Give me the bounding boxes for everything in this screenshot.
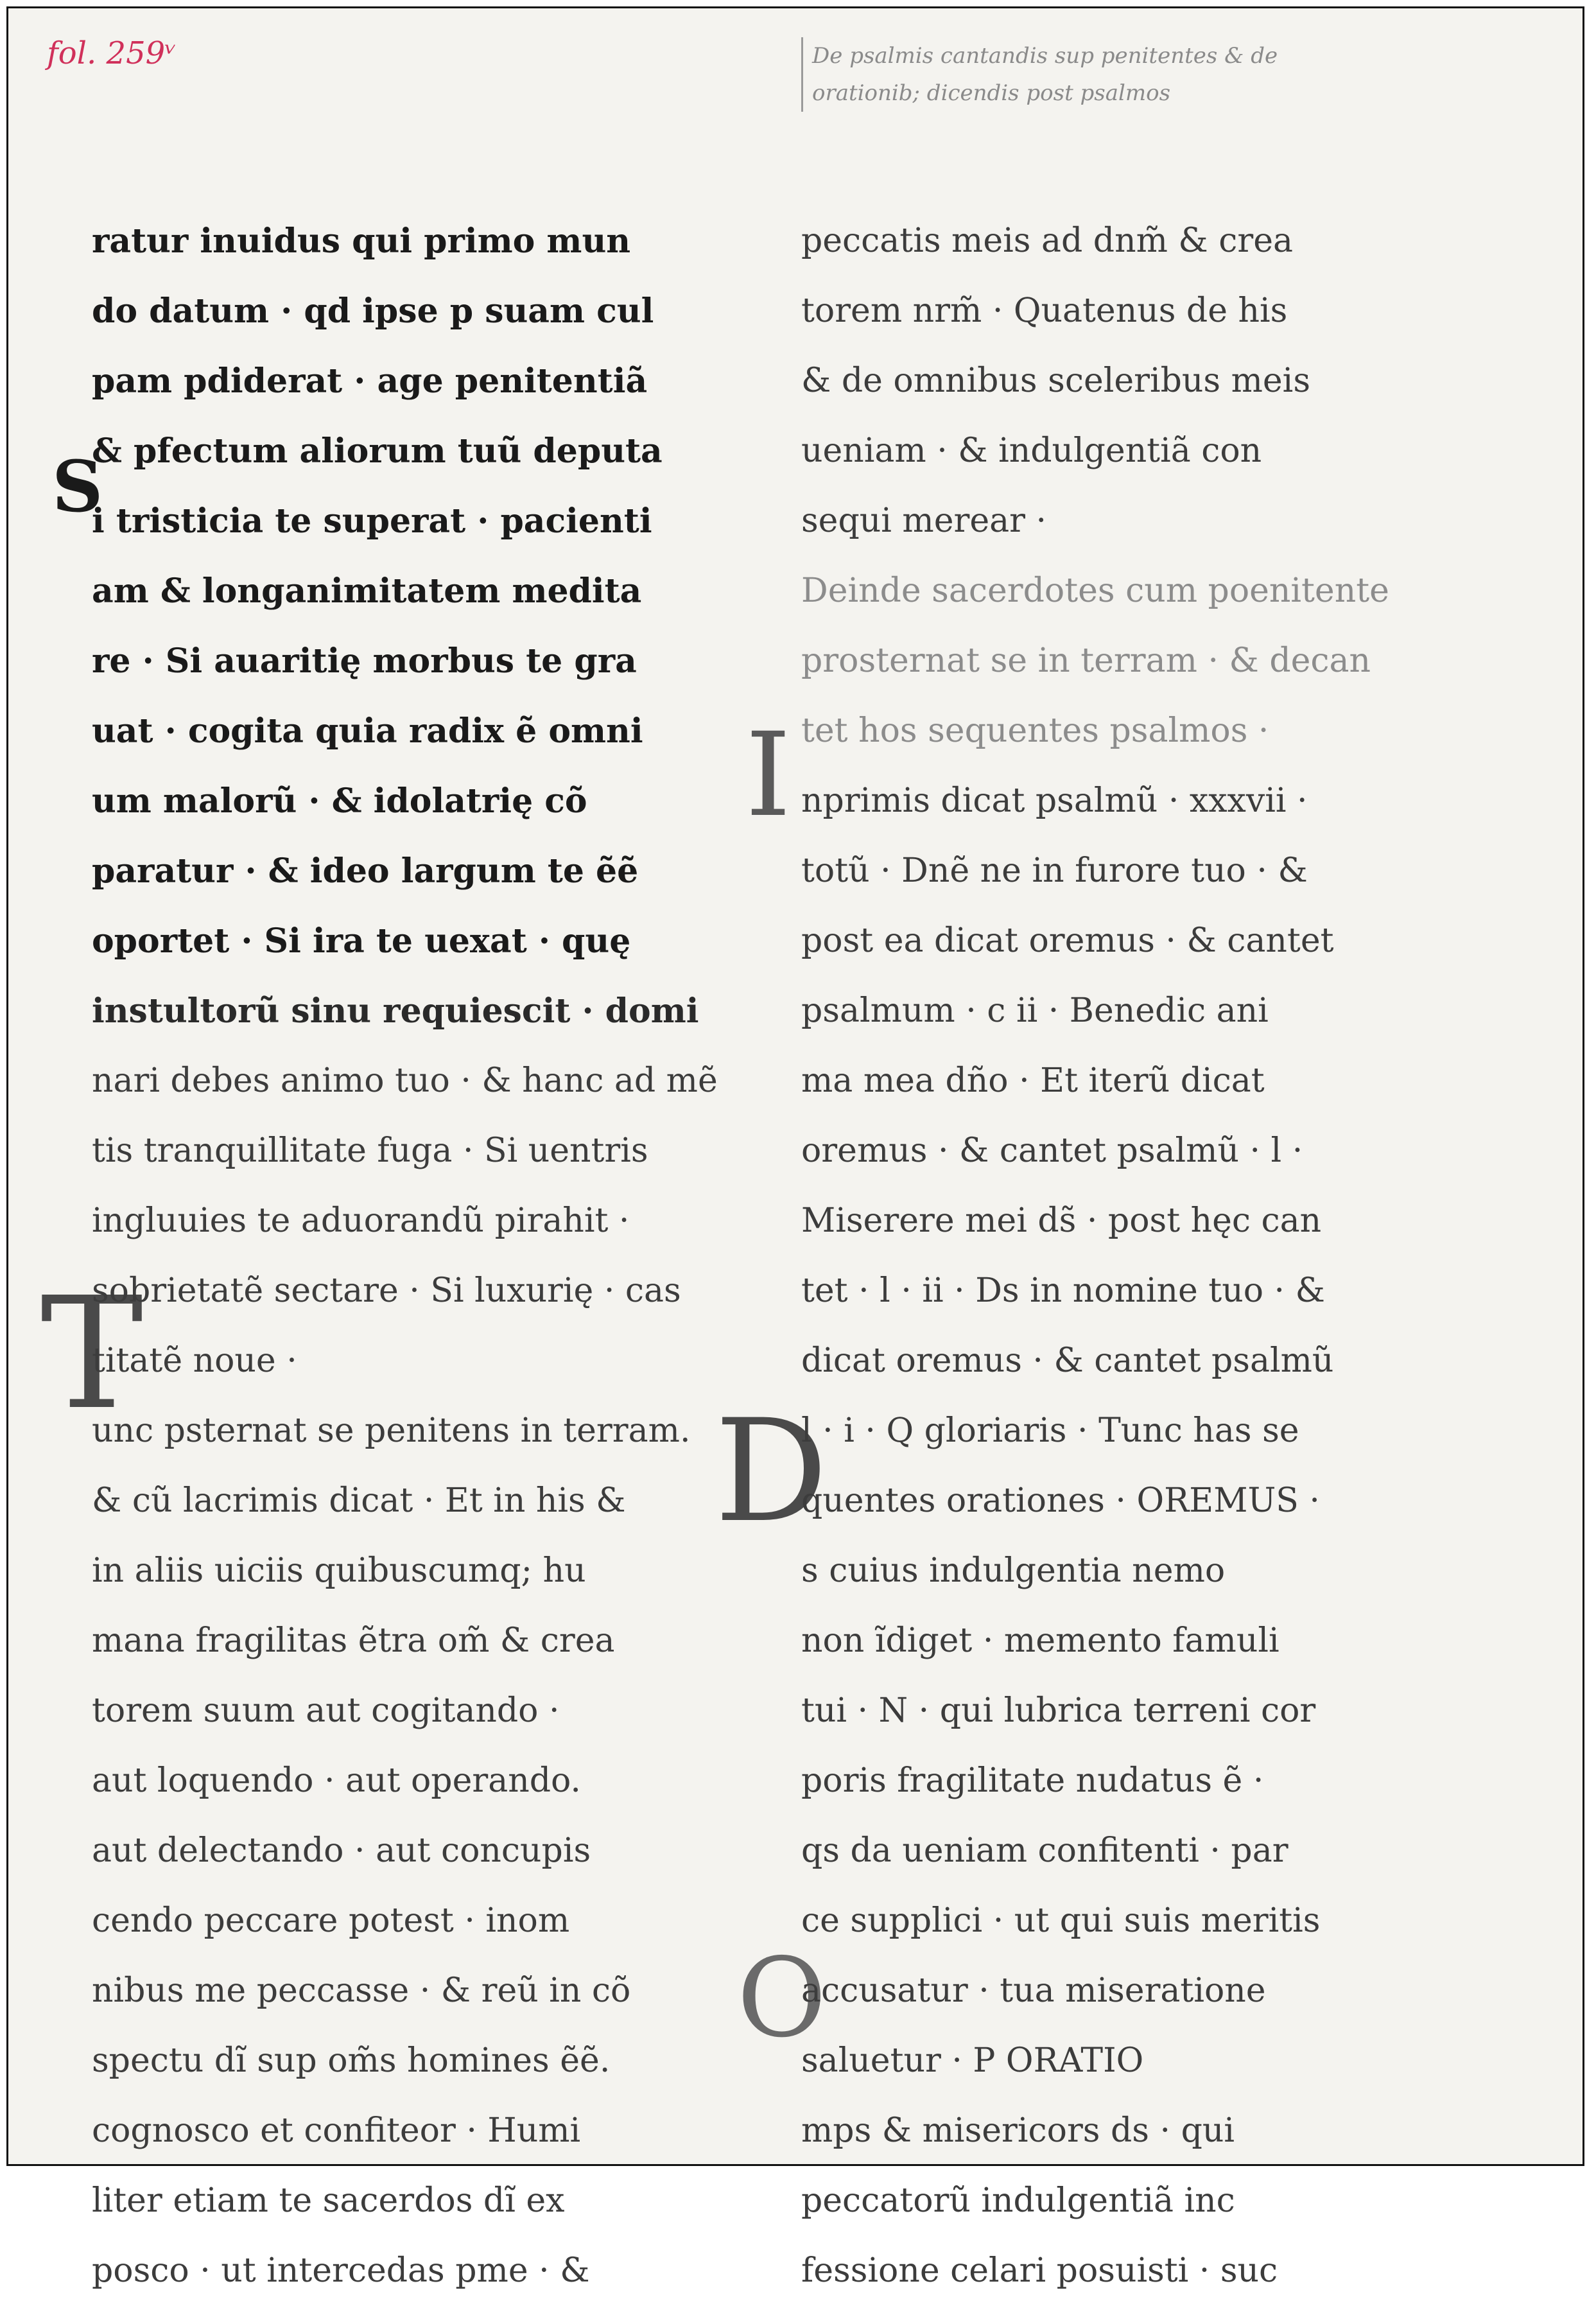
text-line: & pfectum aliorum tuũ deputa: [92, 432, 663, 471]
text-line: tet hos sequentes psalmos ·: [801, 712, 1269, 750]
text-line: peccatorũ indulgentiã inc: [801, 2181, 1235, 2220]
text-line: peccatis meis ad dnm̃ & crea: [801, 222, 1293, 260]
text-line: accusatur · tua miseratione: [801, 1971, 1266, 2010]
text-line: in aliis uiciis quibuscumq; hu: [92, 1551, 586, 1590]
text-line: prosternat se in terram · & decan: [801, 642, 1371, 680]
text-line: non ĩdiget · memento famuli: [801, 1621, 1279, 1660]
rubric-line: orationib; dicendis post psalmos: [812, 80, 1171, 106]
text-line: pam pdiderat · age penitentiã: [92, 362, 648, 401]
text-line: torem suum aut cogitando ·: [92, 1691, 560, 1730]
text-line: ce supplici · ut qui suis meritis: [801, 1901, 1321, 1940]
text-line: cognosco et confiteor · Humi: [92, 2111, 581, 2150]
text-line: oremus · & cantet psalmũ · l ·: [801, 1131, 1303, 1170]
text-line: spectu dĩ sup om̃s homines ẽẽ.: [92, 2041, 611, 2080]
text-line: psalmum · c ii · Benedic ani: [801, 991, 1269, 1030]
text-line: post ea dicat oremus · & cantet: [801, 922, 1334, 960]
text-line: posco · ut intercedas pme · &: [92, 2251, 590, 2290]
text-line: oportet · Si ira te uexat · quę: [92, 922, 631, 961]
text-line: unc psternat se penitens in terram.: [92, 1411, 691, 1450]
text-line: totũ · Dnẽ ne in furore tuo · &: [801, 852, 1308, 890]
text-line: ueniam · & indulgentiã con: [801, 432, 1262, 470]
text-line: instultorũ sinu requiescit · domi: [92, 991, 699, 1031]
marginal-rubric: [801, 37, 1480, 112]
text-line: Deinde sacerdotes cum poenitente: [801, 572, 1389, 610]
text-line: aut delectando · aut concupis: [92, 1831, 591, 1870]
initial-letter-t: T: [40, 1264, 144, 1444]
left-text-column: [92, 206, 759, 2306]
text-line: nari debes animo tuo · & hanc ad mẽ: [92, 1061, 718, 1100]
text-line: mana fragilitas ẽtra om̃ & crea: [92, 1621, 615, 1660]
initial-letter-i: I: [745, 708, 792, 843]
text-line: fessione celari posuisti · suc: [801, 2251, 1278, 2290]
text-line: tet · l · ii · Ds in nomine tuo · &: [801, 1271, 1325, 1310]
text-line: titatẽ noue ·: [92, 1341, 297, 1380]
folio-label: fol. 259ᵛ: [47, 35, 177, 71]
text-line: poris fragilitate nudatus ẽ ·: [801, 1761, 1264, 1800]
text-line: ratur inuidus qui primo mun: [92, 222, 631, 261]
text-line: nprimis dicat psalmũ · xxxvii ·: [801, 782, 1308, 820]
rubric-line: De psalmis cantandis sup penitentes & de: [812, 43, 1278, 69]
text-line: um malorũ · & idolatrię cõ: [92, 782, 587, 821]
text-line: & cũ lacrimis dicat · Et in his &: [92, 1481, 626, 1520]
text-line: Miserere mei ds̃ · post hęc can: [801, 1201, 1322, 1240]
text-line: tui · N · qui lubrica terreni cor: [801, 1691, 1316, 1730]
text-line: mps & misericors ds · qui: [801, 2111, 1235, 2150]
text-line: quentes orationes · OREMUS ·: [801, 1481, 1320, 1520]
initial-letter-d: D: [715, 1389, 828, 1553]
text-line: nibus me peccasse · & reũ in cõ: [92, 1971, 631, 2010]
initial-letter-o: O: [737, 1935, 827, 2062]
text-line: sobrietatẽ sectare · Si luxurię · cas: [92, 1271, 681, 1310]
initial-letter-s: S: [52, 445, 103, 528]
text-line: aut loquendo · aut operando.: [92, 1761, 581, 1800]
text-line: paratur · & ideo largum te ẽẽ: [92, 852, 639, 891]
text-line: i tristicia te superat · pacienti: [92, 502, 652, 541]
text-line: & de omnibus sceleribus meis: [801, 362, 1310, 400]
text-line: s cuius indulgentia nemo: [801, 1551, 1226, 1590]
text-line: do datum · qd ipse p suam cul: [92, 292, 654, 331]
text-line: dicat oremus · & cantet psalmũ: [801, 1341, 1334, 1380]
text-line: qs da ueniam confitenti · par: [801, 1831, 1288, 1870]
manuscript-page: [6, 6, 1584, 2290]
text-line: ingluuies te aduorandũ pirahit ·: [92, 1201, 630, 1240]
text-line: sequi merear ·: [801, 502, 1047, 540]
text-line: re · Si auaritię morbus te gra: [92, 642, 637, 681]
text-line: saluetur · P ORATIO: [801, 2041, 1144, 2080]
text-line: uat · cogita quia radix ẽ omni: [92, 712, 643, 751]
right-text-column: [801, 206, 1469, 2306]
text-line: am & longanimitatem medita: [92, 572, 642, 611]
text-line: tis tranquillitate fuga · Si uentris: [92, 1131, 648, 1170]
text-line: ma mea dño · Et iterũ dicat: [801, 1061, 1265, 1100]
text-line: liter etiam te sacerdos dĩ ex: [92, 2181, 565, 2220]
text-line: l · i · Q gloriaris · Tunc has se: [801, 1411, 1299, 1450]
text-line: torem nrm̃ · Quatenus de his: [801, 292, 1288, 330]
text-line: cendo peccare potest · inom: [92, 1901, 570, 1940]
